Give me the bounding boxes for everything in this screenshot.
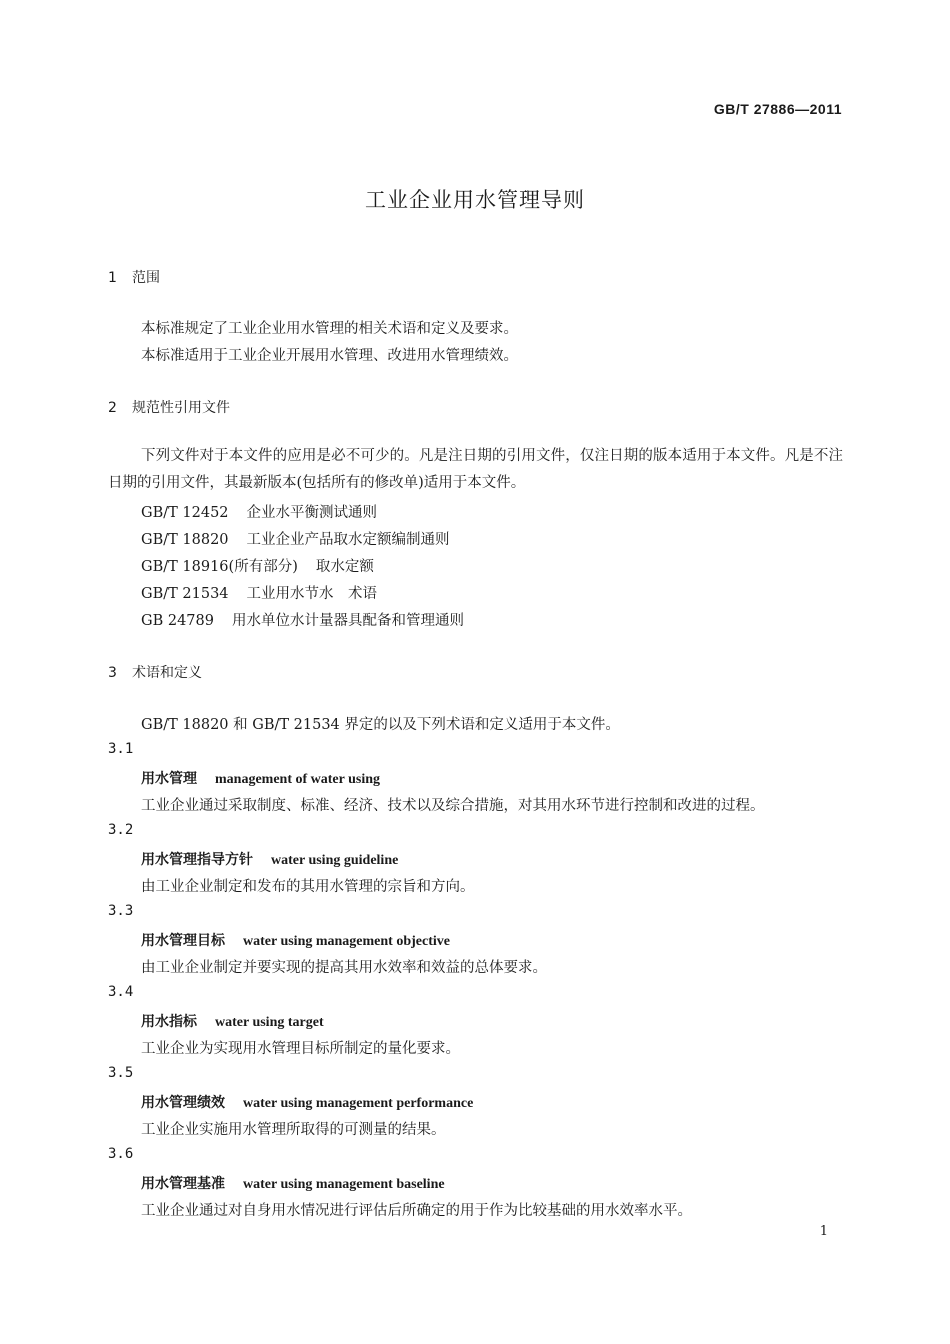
reference-title: 用水单位水计量器具配备和管理通则 bbox=[231, 613, 464, 629]
reference-item bbox=[141, 528, 450, 549]
reference-title: 企业水平衡测试通则 bbox=[246, 505, 378, 521]
term-heading bbox=[141, 1011, 324, 1031]
term-english: water using management baseline bbox=[243, 1177, 445, 1192]
reference-item bbox=[141, 501, 377, 522]
term-definition: 工业企业通过对自身用水情况进行评估后所确定的用于作为比较基础的用水效率水平。 bbox=[141, 1203, 692, 1219]
term-definition: 工业企业为实现用水管理目标所制定的量化要求。 bbox=[141, 1041, 460, 1057]
section-heading-normative-references bbox=[108, 397, 230, 417]
term-chinese: 用水管理绩效 bbox=[141, 1095, 225, 1111]
term-number: 3.1 bbox=[108, 741, 134, 757]
standard-number: GB/T 27886—2011 bbox=[713, 101, 842, 117]
term-chinese: 用水管理 bbox=[141, 771, 197, 787]
section-heading-terms-and-definitions bbox=[108, 662, 202, 682]
reference-title: 工业用水节水 术语 bbox=[246, 586, 378, 602]
term-definition: 工业企业通过采取制度、标准、经济、技术以及综合措施，对其用水环节进行控制和改进的过程。 bbox=[141, 798, 765, 814]
section-number: 2 bbox=[108, 400, 117, 416]
term-number: 3.2 bbox=[108, 822, 134, 838]
term-english: management of water using bbox=[215, 772, 381, 787]
term-heading bbox=[141, 768, 380, 788]
term-definition: 工业企业实施用水管理所取得的可测量的结果。 bbox=[141, 1122, 446, 1138]
scope-paragraph-1: 本标准规定了工业企业用水管理的相关术语和定义及要求。 bbox=[141, 321, 518, 337]
term-number: 3.5 bbox=[108, 1065, 134, 1081]
terms-intro-paragraph: GB/T 18820 和 GB/T 21534 界定的以及下列术语和定义适用于本文件。 bbox=[141, 717, 620, 733]
section-heading-scope bbox=[108, 267, 160, 287]
references-intro-paragraph: 下列文件对于本文件的应用是必不可少的。凡是注日期的引用文件，仅注日期的版本适用于本文件。凡是不注日期的引用文件，其最新版本(包括所有的修改单)适用于本文件。 bbox=[108, 448, 843, 491]
reference-code: GB/T 18916(所有部分) bbox=[141, 559, 298, 575]
page-number: 1 bbox=[819, 1224, 828, 1239]
term-number: 3.6 bbox=[108, 1146, 134, 1162]
term-english: water using target bbox=[215, 1015, 324, 1030]
section-title: 术语和定义 bbox=[132, 665, 202, 681]
reference-item bbox=[141, 555, 374, 576]
reference-code: GB/T 18820 bbox=[141, 532, 229, 548]
term-english: water using management performance bbox=[243, 1096, 474, 1111]
term-english: water using guideline bbox=[271, 853, 399, 868]
section-title: 范围 bbox=[132, 270, 160, 286]
section-number: 3 bbox=[108, 665, 117, 681]
document-title: 工业企业用水管理导则 bbox=[365, 188, 585, 212]
section-title: 规范性引用文件 bbox=[132, 400, 230, 416]
term-heading bbox=[141, 1173, 445, 1193]
term-chinese: 用水管理指导方针 bbox=[141, 852, 253, 868]
term-english: water using management objective bbox=[243, 934, 450, 949]
section-number: 1 bbox=[108, 270, 117, 286]
term-heading bbox=[141, 1092, 473, 1112]
term-heading bbox=[141, 849, 398, 869]
term-heading bbox=[141, 930, 450, 950]
term-number: 3.4 bbox=[108, 984, 134, 1000]
reference-item bbox=[141, 609, 464, 630]
reference-title: 取水定额 bbox=[315, 559, 374, 575]
term-chinese: 用水指标 bbox=[141, 1014, 197, 1030]
reference-code: GB 24789 bbox=[141, 613, 214, 629]
term-chinese: 用水管理目标 bbox=[141, 933, 225, 949]
reference-item bbox=[141, 582, 377, 603]
term-number: 3.3 bbox=[108, 903, 134, 919]
reference-code: GB/T 12452 bbox=[141, 505, 229, 521]
term-definition: 由工业企业制定和发布的其用水管理的宗旨和方向。 bbox=[141, 879, 475, 895]
reference-title: 工业企业产品取水定额编制通则 bbox=[246, 532, 450, 548]
term-chinese: 用水管理基准 bbox=[141, 1176, 225, 1192]
term-definition: 由工业企业制定并要实现的提高其用水效率和效益的总体要求。 bbox=[141, 960, 547, 976]
scope-paragraph-2: 本标准适用于工业企业开展用水管理、改进用水管理绩效。 bbox=[141, 348, 518, 364]
reference-code: GB/T 21534 bbox=[141, 586, 229, 602]
